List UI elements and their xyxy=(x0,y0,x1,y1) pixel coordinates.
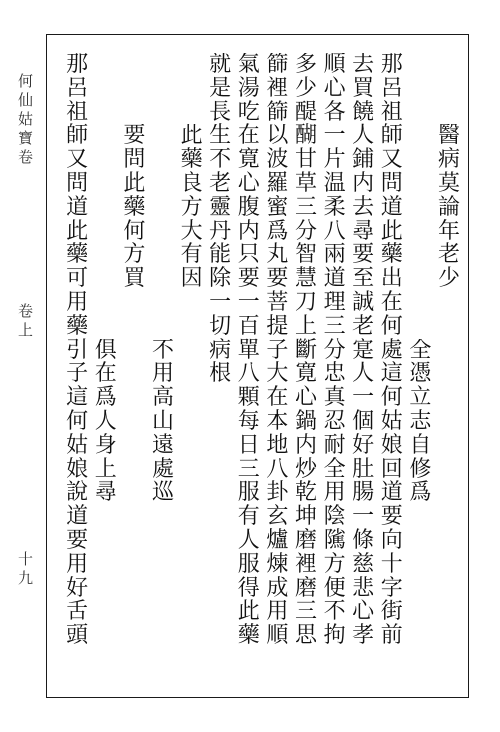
text-frame xyxy=(46,34,469,698)
text-column: 就 是 長 生 不 老 靈 丹 能 除 一 切 病 根 xyxy=(209,53,232,387)
volume-label: 卷 上 xyxy=(18,302,34,339)
page-number-label: 十 九 xyxy=(18,550,34,587)
text-column: 那 呂 祖 師 又 問 道 此 藥 可 用 藥 引 子 這 何 姑 娘 說 道 要 用 好 舌 頭 xyxy=(66,53,89,649)
text-column: 不 用 高 山 遠 處 巡 xyxy=(151,338,174,506)
text-column: 多 少 醍 醐 甘 草 三 分 智 慧 刀 上 斷 寛 心 鍋 内 炒 乾 坤 磨 裡 磨 三 思 xyxy=(294,53,317,649)
text-column: 此 藥 良 方 大 有 因 xyxy=(180,124,203,292)
text-column: 去 買 饒 人 鋪 内 去 尋 要 至 誠 老 寔 人 一 個 好 肚 腸 一 條 慈 悲 心 孝 xyxy=(352,53,375,649)
text-column: 那 呂 祖 師 又 問 道 此 藥 出 在 何 處 這 何 姑 娘 回 道 要 向 十 字 街 前 xyxy=(380,53,403,649)
text-column: 醫 病 莫 論 年 老 少 xyxy=(437,124,460,292)
margin-gutter xyxy=(12,72,42,672)
text-column: 順 心 各 一 片 温 柔 八 兩 道 理 三 分 忠 真 忍 耐 全 用 陰 隲 方 便 不 拘 xyxy=(323,53,346,649)
text-column: 俱 在 爲 人 身 上 尋 xyxy=(94,338,117,506)
text-column: 篩 裡 篩 以 波 羅 蜜 爲 丸 要 菩 提 子 大 在 本 地 八 卦 玄 爐 煉 成 用 順 xyxy=(266,53,289,649)
text-column: 氣 湯 吃 在 寛 心 腹 内 只 要 一 百 單 八 顆 每 日 三 服 有 人 服 得 此 藥 xyxy=(237,53,260,649)
text-column: 要 問 此 藥 何 方 買 xyxy=(123,124,146,292)
text-column: 全 憑 立 志 自 修 爲 xyxy=(409,338,432,506)
book-title-label: 何 仙 姑 寶 卷 xyxy=(18,72,34,166)
